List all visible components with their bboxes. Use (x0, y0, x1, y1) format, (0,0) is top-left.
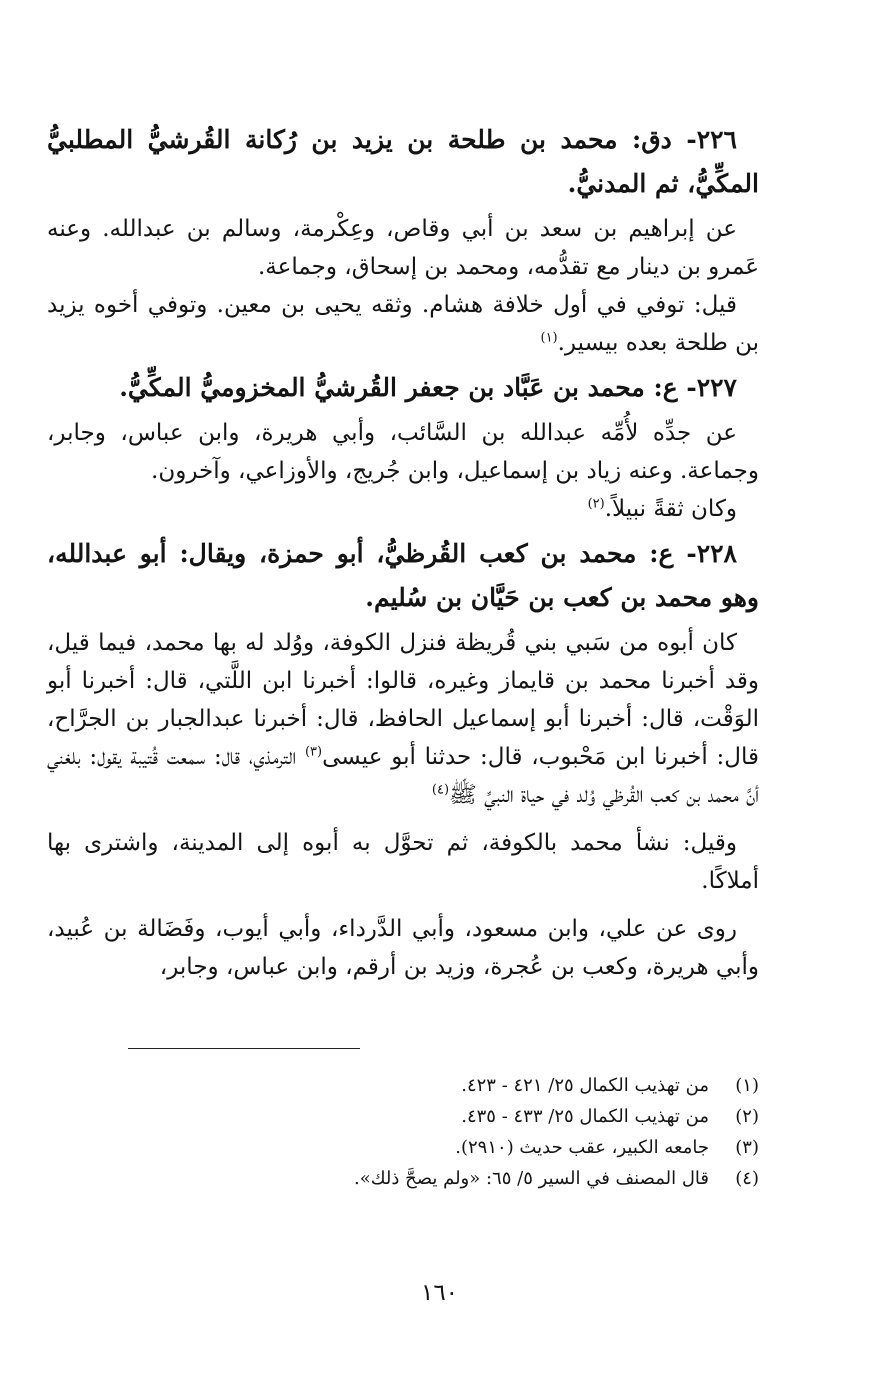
entry-heading: ٢٢٦- دق: محمد بن طلحة بن يزيد بن رُكانة القُرشيُّ المطلبيُّ المكِّيُّ، ثم المدنيُّ. (47, 125, 759, 198)
footnote-item (47, 1070, 759, 1101)
footnote-text: من تهذيب الكمال ٢٥/ ٤٣٣ - ٤٣٥. (461, 1106, 709, 1127)
entry-heading: ٢٢٧- ع: محمد بن عَبَّاد بن جعفر القُرشيُّ المخزوميُّ المكِّيُّ. (119, 373, 737, 402)
main-text (47, 118, 759, 986)
footnote-ref: (٤) (431, 782, 450, 798)
page-number: ١٦٠ (420, 1280, 459, 1306)
entry-paragraph (47, 286, 759, 362)
entry-paragraph: عن جدِّه لأُمِّه عبدالله بن السَّائب، وأبي هريرة، وابن عباس، وجابر، وجماعة. وعنه زياد بن إسماعيل، وابن جُريج، والأوزاعي، وآخرون. (47, 420, 759, 484)
footnote-item (47, 1163, 759, 1194)
entry-228 (47, 532, 759, 986)
footnote-number: (١) (735, 1075, 759, 1096)
entry-226 (47, 118, 759, 362)
entry-heading: ٢٢٨- ع: محمد بن كعب القُرظيُّ، أبو حمزة، ويقال: أبو عبدالله، وهو محمد بن كعب بن حَيَّان بن سُليم. (47, 539, 759, 612)
entry-paragraph: عن إبراهيم بن سعد بن أبي وقاص، وعِكْرمة، وسالم بن عبدالله. وعنه عَمرو بن دينار مع تقدُّمه، ومحمد بن إسحاق، وجماعة. (47, 216, 759, 280)
footnote-item (47, 1132, 759, 1163)
entry-227 (47, 366, 759, 528)
entry-paragraph (47, 490, 759, 528)
footnote-ref: (٢) (587, 496, 605, 512)
footnotes (47, 1070, 759, 1194)
footnote-number: (٣) (735, 1137, 759, 1158)
entry-paragraph (47, 624, 759, 814)
footnote-ref: (٣) (304, 744, 323, 760)
paragraph-text: وكان ثقةً نبيلاً. (604, 496, 737, 522)
footnote-text: جامعه الكبير، عقب حديث (٢٩١٠). (455, 1137, 709, 1158)
footnote-number: (٢) (735, 1106, 759, 1127)
paragraph-text: الترمذي، قال: سمعت قُتيبة يقول: بلغني أنَّ محمد بن كعب القُرظي وُلد في حياة النبيِّ ﷺ (47, 744, 759, 808)
entry-paragraph: وقيل: نشأ محمد بالكوفة، ثم تحوَّل به أبوه إلى المدينة، واشترى بها أملاكًا. (47, 830, 759, 894)
footnote-ref: (١) (540, 330, 558, 346)
paragraph-text: قيل: توفي في أول خلافة هشام. وثقه يحيى بن معين. وتوفي أخوه يزيد بن طلحة بعده بيسير. (47, 292, 759, 356)
footnote-text: من تهذيب الكمال ٢٥/ ٤٢١ - ٤٢٣. (461, 1075, 709, 1096)
footnote-text: قال المصنف في السير ٥/ ٦٥: «ولم يصحَّ ذلك». (354, 1168, 709, 1189)
paragraph-text: كان أبوه من سَبي بني قُريظة فنزل الكوفة، ووُلد له بها محمد، فيما قيل، وقد أخبرنا محمد بن قايماز وغيره، قالوا: أخبرنا ابن اللَّتي، قال: أخبرنا أبو الوَقْت، قال: أخبرنا أبو إسماعيل الحافظ، قال: أخبرنا عبدالجبار بن الجرَّاح، قال: أخبرنا ابن مَحْبوب، قال: حدثنا أبو عيسى (47, 630, 760, 770)
footnote-number: (٤) (735, 1168, 759, 1189)
footnote-item (47, 1101, 759, 1132)
entry-paragraph: روى عن علي، وابن مسعود، وأبي الدَّرداء، وأبي أيوب، وفَضَالة بن عُبيد، وأبي هريرة، وكعب بن عُجرة، وزيد بن أرقم، وابن عباس، وجابر، (47, 916, 759, 980)
footnote-divider (128, 1048, 360, 1049)
